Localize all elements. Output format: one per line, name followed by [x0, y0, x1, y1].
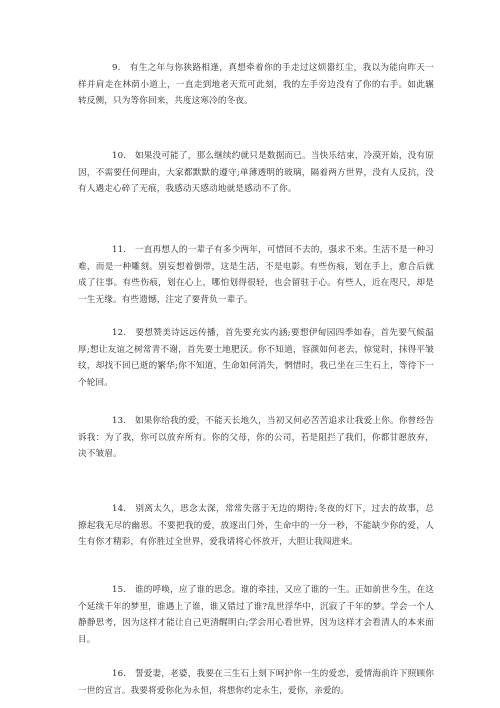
paragraph-text: 如果你给我的爱，不能天长地久，当初又何必苦苦追求让我爱上你。你曾经告诉我：为了我，你可以放弃所有。你的父母，你的公司，若是阻拦了我们，你都甘愿放弃，决不皱眉。 — [78, 416, 434, 459]
paragraph-16 — [78, 666, 434, 699]
paragraph-number: 9. — [112, 63, 121, 73]
paragraph-11 — [78, 242, 434, 308]
paragraph-number: 10. — [112, 151, 127, 161]
paragraph-text: 有生之年与你狭路相逢，真想牵着你的手走过这烦嚣红尘，我以为能向昨天一样并肩走在林荫小道上，一直走到地老天荒可此刻，我的左手旁边没有了你的右手。如此辗转反侧，只为等你回来，共度这寒冷的冬夜。 — [78, 63, 434, 106]
paragraph-text: 如果没可能了，那么继续约就只是数据而已。当快乐结束，冷漠开始，没有原因，不需要任何理由，大家都默默的遵守;单薄透明的玻璃，隔着两方世界，没有人反抗，没有人遇走心碎了无痕，我感动天感动地就是感动不了你。 — [78, 151, 434, 194]
paragraph-number: 14. — [112, 504, 127, 514]
paragraph-number: 12. — [112, 328, 127, 338]
paragraph-text: 谁的呼唤，应了谁的思念。谁的牵挂，又应了谁的一生。正如前世今生，在这个延续千年的梦里，谁遇上了谁，谁又错过了谁?乱世浮华中，沉寂了千年的梦。学会一个人静静思考，因为这样才能让自己更清醒明白;学会用心看世界，因为这样才会看清人的本来面目。 — [78, 585, 434, 645]
paragraph-number: 11. — [112, 245, 127, 255]
paragraph-number: 13. — [112, 416, 127, 426]
paragraph-9 — [78, 60, 434, 110]
paragraph-10 — [78, 148, 434, 198]
paragraph-15 — [78, 582, 434, 648]
paragraph-14 — [78, 501, 434, 551]
paragraph-number: 16. — [112, 669, 127, 679]
paragraph-text: 一直再想人的一辈子有多少两年，可惜回不去的，强求不来。生活不是一种习难，而是一种雕刻。别妄想着倒带，这是生活，不是电影。有些伤痕，划在手上，愈合后就成了往事。有些伤痕，划在心上，哪怕划得很轻，也会留驻于心。有些人，近在咫尺，却是一生无缘。有些遗憾，注定了要背负一辈子。 — [78, 245, 434, 305]
paragraph-text: 别离太久，思念太深，常常失落于无边的期待;冬夜的灯下，过去的故事，总撩起我无尽的幽思。不要把我的爱，放逐出门外，生命中的一分一秒，不能缺少你的爱，人生有你才精彩，有你胜过全世界，爱我请将心怀放开，大胆让我闯进来。 — [78, 504, 434, 547]
paragraph-text: 要想赞美诗远远传播，首先要充实内涵;要想伊甸园四季如春，首先要气候温厚;想让友谊之树常青不谢，首先要土地肥沃。你不知道，容颜如何老去，惊觉时，抹得平皱纹，却找不回已逝的繁华;你不知道，生命如何消失，惘惜时，我已坐在三生石上，等待下一个轮回。 — [78, 328, 434, 388]
paragraph-13 — [78, 413, 434, 463]
paragraph-text: 誓爱妻，老婆，我要在三生石上刻下呵护你一生的爱恋，爱情海前许下照顾你一世的宣言。我要将爱你化为永恒，将想你约定永生，爱你，亲爱的。 — [78, 669, 434, 696]
paragraph-12 — [78, 325, 434, 391]
paragraph-number: 15. — [112, 585, 127, 595]
